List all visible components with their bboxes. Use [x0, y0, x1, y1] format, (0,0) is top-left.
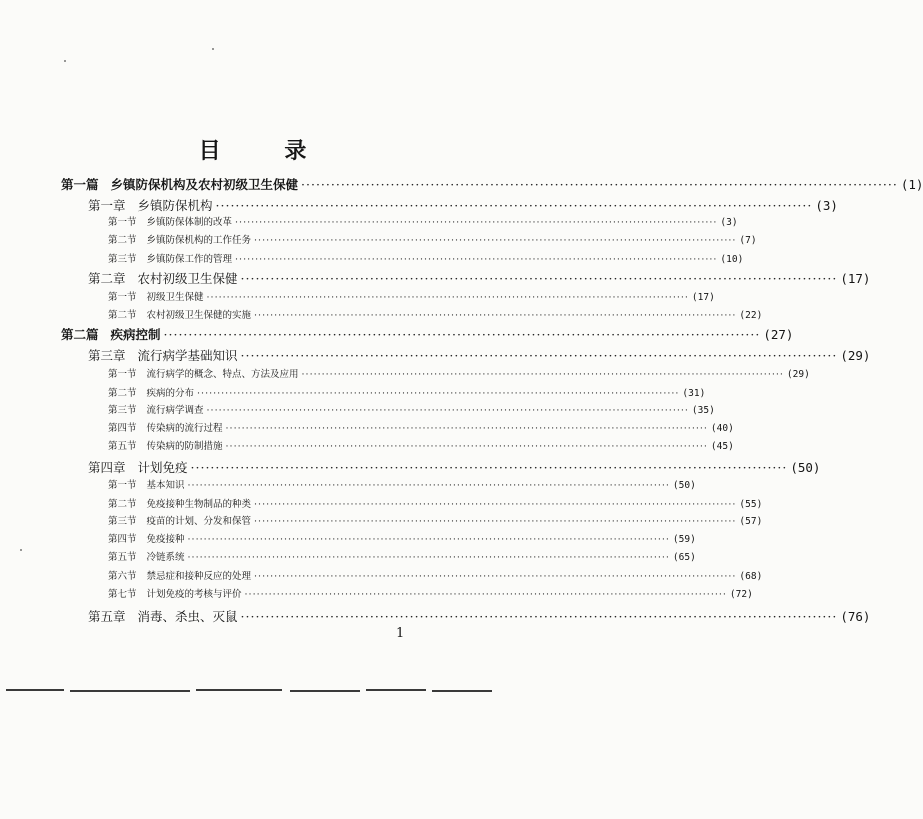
dot-leader: ························································································································ [190, 460, 788, 475]
dot-leader: ························································································································ [254, 235, 737, 246]
toc-entry-text: 计划免疫 [137, 460, 188, 475]
dot-leader: ························································································································ [206, 405, 689, 416]
toc-entry [108, 438, 734, 452]
toc-entry [88, 269, 871, 287]
toc-entry-text: 乡镇防保机构及农村初级卫生保健 [110, 177, 299, 192]
toc-entry-number: 第四章 [88, 460, 126, 475]
toc-entry-page: (29) [840, 348, 871, 363]
toc-entry-title [108, 307, 251, 321]
toc-entry [108, 496, 763, 510]
toc-entry-page: (10) [720, 254, 744, 265]
toc-entry-page: (22) [739, 310, 763, 321]
toc-entry-text: 基本知识 [146, 480, 185, 491]
toc-entry-title [108, 385, 194, 399]
toc-entry-text: 传染病的防制措施 [146, 441, 223, 452]
toc-entry [88, 607, 871, 625]
toc-entry-title [61, 325, 161, 343]
toc-entry-text: 传染病的流行过程 [146, 423, 223, 434]
toc-entry-number: 第四节 [108, 423, 137, 434]
toc-entry-title [108, 568, 251, 582]
toc-entry-title [108, 232, 251, 246]
dot-leader: ························································································································ [235, 217, 718, 228]
toc-entry-text: 消毒、杀虫、灭鼠 [137, 609, 238, 624]
toc-entry-text: 乡镇防保机构 [137, 198, 213, 213]
print-speck [212, 48, 214, 50]
dot-leader: ························································································································ [254, 310, 737, 321]
dot-leader: ························································································································ [206, 292, 689, 303]
dot-leader: ························································································································ [301, 177, 898, 192]
toc-entry [108, 477, 696, 491]
toc-entry-number: 第二节 [108, 310, 137, 321]
toc-entry-page: (50) [790, 460, 821, 475]
dot-leader: ························································································································ [187, 552, 670, 563]
toc-entry-page: (65) [672, 552, 696, 563]
toc-entry-number: 第一节 [108, 292, 137, 303]
toc-entry-number: 第一节 [108, 369, 137, 380]
dot-leader: ························································································································ [225, 441, 708, 452]
toc-entry [108, 307, 763, 321]
toc-entry-number: 第三节 [108, 254, 137, 265]
toc-entry-title [108, 214, 232, 228]
toc-entry [108, 385, 706, 399]
toc-entry-number: 第二篇 [61, 327, 99, 342]
toc-entry-title [108, 402, 204, 416]
toc-entry [108, 568, 763, 582]
dot-leader: ························································································································ [240, 348, 838, 363]
toc-entry-number: 第七节 [108, 589, 137, 600]
toc-entry-title [108, 586, 242, 600]
toc-entry-title [108, 477, 185, 491]
toc-entry-number: 第二章 [88, 271, 126, 286]
toc-entry [108, 549, 696, 563]
toc-entry-text: 免疫接种 [146, 534, 185, 545]
toc-entry [108, 531, 696, 545]
toc-entry-page: (45) [710, 441, 734, 452]
toc-entry-number: 第二节 [108, 388, 137, 399]
toc-entry [88, 458, 821, 476]
toc-entry-title [108, 549, 185, 563]
page-title: 目 录 [198, 138, 335, 164]
dot-leader: ························································································································ [235, 254, 718, 265]
toc-entry [108, 251, 744, 265]
toc-entry-page: (55) [739, 499, 763, 510]
toc-entry-page: (57) [739, 516, 763, 527]
print-speck [64, 60, 66, 62]
toc-entry [88, 346, 871, 364]
toc-entry-number: 第三节 [108, 516, 137, 527]
toc-entry [108, 420, 734, 434]
toc-entry-title [88, 346, 238, 364]
toc-entry-page: (59) [672, 534, 696, 545]
dot-leader: ························································································································ [163, 327, 761, 342]
toc-entry-number: 第六节 [108, 571, 137, 582]
toc-entry-number: 第一章 [88, 198, 126, 213]
toc-entry-page: (17) [691, 292, 715, 303]
toc-entry-text: 流行病学的概念、特点、方法及应用 [146, 369, 299, 380]
toc-entry-number: 第四节 [108, 534, 137, 545]
dot-leader: ························································································································ [215, 198, 813, 213]
dot-leader: ························································································································ [187, 480, 670, 491]
toc-entry [108, 402, 715, 416]
toc-entry-text: 疾病控制 [110, 327, 161, 342]
dot-leader: ························································································································ [301, 369, 784, 380]
page-number: 1 [396, 626, 405, 641]
toc-entry-number: 第二节 [108, 499, 137, 510]
toc-entry-title [88, 196, 213, 214]
toc-entry-text: 计划免疫的考核与评价 [146, 589, 242, 600]
toc-entry-page: (3) [815, 198, 838, 213]
toc-entry-page: (50) [672, 480, 696, 491]
bottom-rule [0, 688, 505, 692]
toc-entry-number: 第三节 [108, 405, 137, 416]
toc-entry [61, 175, 923, 193]
toc-entry-title [88, 458, 188, 476]
toc-entry-text: 免疫接种生物制品的种类 [146, 499, 252, 510]
toc-entry-text: 疫苗的计划、分发和保管 [146, 516, 252, 527]
toc-entry-page: (3) [720, 217, 738, 228]
dot-leader: ························································································································ [254, 571, 737, 582]
toc-entry [61, 325, 794, 343]
toc-entry-title [108, 289, 204, 303]
toc-entry-title [88, 607, 238, 625]
toc-entry-page: (40) [710, 423, 734, 434]
toc-entry-number: 第五节 [108, 552, 137, 563]
toc-entry-number: 第二节 [108, 235, 137, 246]
toc-entry-text: 流行病学基础知识 [137, 348, 238, 363]
toc-entry-title [108, 420, 223, 434]
toc-entry [108, 513, 763, 527]
dot-leader: ························································································································ [225, 423, 708, 434]
toc-entry [108, 214, 738, 228]
toc-entry-title [108, 438, 223, 452]
toc-entry-page: (72) [729, 589, 753, 600]
toc-entry-title [88, 269, 238, 287]
toc-entry-page: (7) [739, 235, 757, 246]
dot-leader: ························································································································ [240, 271, 838, 286]
toc-entry-text: 流行病学调查 [146, 405, 204, 416]
toc-entry [88, 196, 838, 214]
dot-leader: ························································································································ [244, 589, 727, 600]
toc-entry-title [108, 251, 232, 265]
toc-entry-title [108, 513, 251, 527]
toc-entry-text: 乡镇防保工作的管理 [146, 254, 233, 265]
toc-entry [108, 289, 715, 303]
dot-leader: ························································································································ [197, 388, 680, 399]
toc-entry-page: (17) [840, 271, 871, 286]
toc-entry-page: (29) [786, 369, 810, 380]
toc-entry-text: 冷链系统 [146, 552, 185, 563]
dot-leader: ························································································································ [187, 534, 670, 545]
toc-entry-number: 第一节 [108, 480, 137, 491]
toc-entry-page: (35) [691, 405, 715, 416]
toc-entry-number: 第一篇 [61, 177, 99, 192]
dot-leader: ························································································································ [254, 516, 737, 527]
toc-entry-text: 农村初级卫生保健 [137, 271, 238, 286]
dot-leader: ························································································································ [254, 499, 737, 510]
toc-entry-number: 第一节 [108, 217, 137, 228]
toc-entry [108, 366, 810, 380]
toc-entry-page: (68) [739, 571, 763, 582]
toc-entry-page: (31) [682, 388, 706, 399]
toc-entry-page: (1) [900, 177, 923, 192]
toc-entry-title [108, 496, 251, 510]
toc-entry-title [61, 175, 298, 193]
dot-leader: ························································································································ [240, 609, 838, 624]
toc-entry [108, 586, 753, 600]
toc-entry-title [108, 531, 185, 545]
toc-entry [108, 232, 757, 246]
toc-entry-page: (76) [840, 609, 871, 624]
toc-entry-text: 乡镇防保机构的工作任务 [146, 235, 252, 246]
toc-entry-number: 第五节 [108, 441, 137, 452]
toc-entry-text: 农村初级卫生保健的实施 [146, 310, 252, 321]
toc-entry-number: 第三章 [88, 348, 126, 363]
toc-entry-number: 第五章 [88, 609, 126, 624]
print-speck [20, 549, 22, 551]
toc-entry-text: 初级卫生保健 [146, 292, 204, 303]
toc-entry-text: 乡镇防保体制的改革 [146, 217, 233, 228]
toc-entry-text: 疾病的分布 [146, 388, 195, 399]
toc-entry-title [108, 366, 299, 380]
toc-entry-text: 禁忌症和接种反应的处理 [146, 571, 252, 582]
toc-entry-page: (27) [763, 327, 794, 342]
